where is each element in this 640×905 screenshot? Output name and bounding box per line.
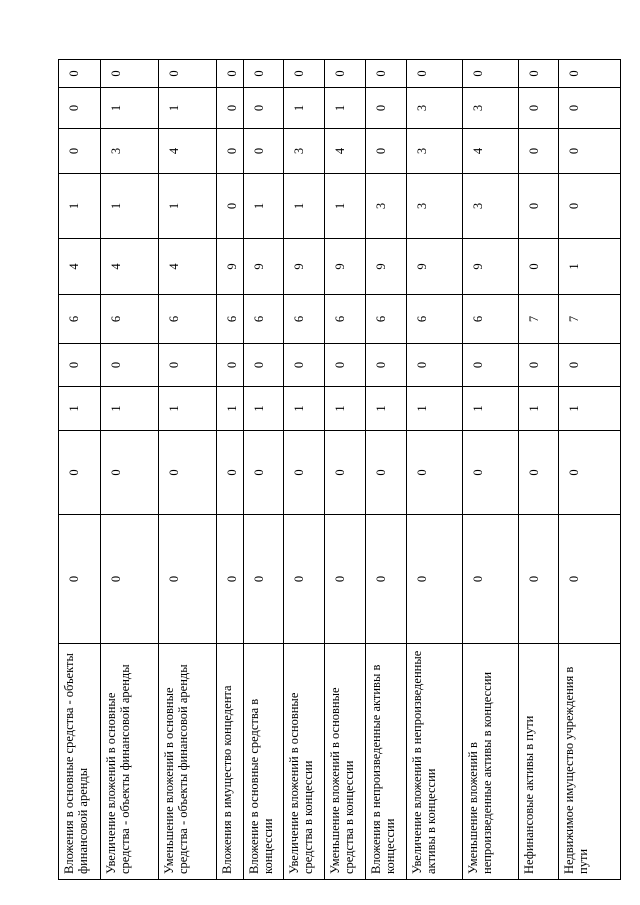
value-cell: 1 [101, 387, 159, 431]
value-cell: 0 [559, 431, 621, 515]
value-cell: 1 [407, 387, 463, 431]
value-cell: 1 [463, 387, 519, 431]
row-name-cell: Увеличение вложений в непроизведенные активы в концессии [407, 644, 463, 880]
value-cell: 4 [59, 239, 101, 295]
row-name-cell: Недвижимое имущество учреждения в пути [559, 644, 621, 880]
value-cell: 0 [519, 88, 559, 129]
value-cell: 6 [366, 295, 407, 344]
value-cell: 0 [217, 60, 244, 88]
value-cell: 0 [366, 431, 407, 515]
value-cell: 0 [217, 344, 244, 387]
value-cell: 0 [325, 515, 366, 644]
value-cell: 9 [463, 239, 519, 295]
value-cell: 0 [325, 431, 366, 515]
row-name-cell: Нефинансовые активы в пути [519, 644, 559, 880]
value-cell: 3 [366, 174, 407, 239]
value-cell: 0 [407, 431, 463, 515]
value-cell: 1 [101, 88, 159, 129]
value-cell: 1 [325, 88, 366, 129]
value-cell: 0 [366, 344, 407, 387]
value-cell: 3 [101, 129, 159, 174]
row-name-cell: Вложение в основные средства в концессии [244, 644, 284, 880]
value-cell: 1 [366, 387, 407, 431]
value-cell: 0 [519, 174, 559, 239]
value-cell: 1 [519, 387, 559, 431]
table-row [463, 60, 519, 880]
value-cell: 0 [217, 174, 244, 239]
table-row [217, 60, 244, 880]
value-cell: 1 [101, 174, 159, 239]
value-cell: 0 [519, 515, 559, 644]
value-cell: 6 [159, 295, 217, 344]
value-cell: 0 [244, 129, 284, 174]
value-cell: 0 [519, 344, 559, 387]
value-cell: 0 [519, 239, 559, 295]
value-cell: 0 [284, 515, 325, 644]
value-cell: 1 [325, 174, 366, 239]
value-cell: 1 [284, 387, 325, 431]
value-cell: 0 [159, 60, 217, 88]
value-cell: 1 [244, 387, 284, 431]
value-cell: 0 [59, 60, 101, 88]
value-cell: 3 [407, 174, 463, 239]
value-cell: 1 [559, 239, 621, 295]
value-cell: 1 [217, 387, 244, 431]
row-name-cell: Вложения в непроизведенные активы в концессии [366, 644, 407, 880]
value-cell: 6 [325, 295, 366, 344]
table-row [59, 60, 101, 880]
value-cell: 9 [325, 239, 366, 295]
value-cell: 1 [159, 387, 217, 431]
value-cell: 0 [244, 515, 284, 644]
value-cell: 0 [366, 88, 407, 129]
value-cell: 0 [59, 88, 101, 129]
row-name-cell: Вложения в основные средства - объекты финансовой аренды [59, 644, 101, 880]
value-cell: 3 [407, 88, 463, 129]
value-cell: 0 [366, 129, 407, 174]
value-cell: 0 [217, 515, 244, 644]
value-cell: 0 [559, 344, 621, 387]
value-cell: 1 [59, 387, 101, 431]
table-row [559, 60, 621, 880]
value-cell: 7 [559, 295, 621, 344]
value-cell: 0 [101, 344, 159, 387]
value-cell: 0 [284, 431, 325, 515]
value-cell: 6 [463, 295, 519, 344]
value-cell: 0 [519, 129, 559, 174]
value-cell: 0 [101, 60, 159, 88]
value-cell: 1 [59, 174, 101, 239]
table-body [59, 60, 621, 880]
row-name-cell: Увеличение вложений в основные средства - объекты финансовой аренды [101, 644, 159, 880]
value-cell: 3 [463, 88, 519, 129]
value-cell: 6 [244, 295, 284, 344]
value-cell: 0 [159, 431, 217, 515]
value-cell: 0 [407, 515, 463, 644]
row-name-cell: Вложения в имущество концедента [217, 644, 244, 880]
value-cell: 0 [244, 88, 284, 129]
value-cell: 1 [244, 174, 284, 239]
value-cell: 4 [325, 129, 366, 174]
value-cell: 0 [59, 344, 101, 387]
value-cell: 0 [559, 60, 621, 88]
value-cell: 1 [325, 387, 366, 431]
value-cell: 0 [101, 431, 159, 515]
value-cell: 1 [159, 88, 217, 129]
table-row [407, 60, 463, 880]
value-cell: 4 [159, 129, 217, 174]
value-cell: 0 [325, 344, 366, 387]
value-cell: 4 [463, 129, 519, 174]
table-row [284, 60, 325, 880]
value-cell: 0 [366, 515, 407, 644]
value-cell: 0 [559, 515, 621, 644]
value-cell: 6 [284, 295, 325, 344]
accounts-table [58, 59, 621, 880]
table-row [366, 60, 407, 880]
value-cell: 9 [284, 239, 325, 295]
value-cell: 0 [284, 344, 325, 387]
value-cell: 3 [463, 174, 519, 239]
row-name-cell: Увеличение вложений в основные средства в концессии [284, 644, 325, 880]
value-cell: 0 [325, 60, 366, 88]
value-cell: 0 [59, 129, 101, 174]
value-cell: 0 [244, 344, 284, 387]
value-cell: 6 [217, 295, 244, 344]
value-cell: 0 [101, 515, 159, 644]
value-cell: 3 [284, 129, 325, 174]
value-cell: 0 [407, 344, 463, 387]
value-cell: 3 [407, 129, 463, 174]
table-row [244, 60, 284, 880]
value-cell: 0 [217, 88, 244, 129]
value-cell: 9 [244, 239, 284, 295]
table-row [325, 60, 366, 880]
row-name-cell: Уменьшение вложений в основные средства - объекты финансовой аренды [159, 644, 217, 880]
value-cell: 9 [217, 239, 244, 295]
row-name-cell: Уменьшение вложений в основные средства в концессии [325, 644, 366, 880]
value-cell: 1 [284, 88, 325, 129]
value-cell: 6 [407, 295, 463, 344]
value-cell: 7 [519, 295, 559, 344]
value-cell: 6 [59, 295, 101, 344]
value-cell: 0 [463, 431, 519, 515]
value-cell: 0 [59, 515, 101, 644]
value-cell: 0 [559, 129, 621, 174]
value-cell: 0 [559, 88, 621, 129]
value-cell: 9 [407, 239, 463, 295]
value-cell: 0 [519, 431, 559, 515]
value-cell: 1 [284, 174, 325, 239]
value-cell: 0 [463, 60, 519, 88]
value-cell: 6 [101, 295, 159, 344]
value-cell: 9 [366, 239, 407, 295]
value-cell: 1 [559, 387, 621, 431]
value-cell: 0 [59, 431, 101, 515]
value-cell: 0 [159, 515, 217, 644]
value-cell: 0 [284, 60, 325, 88]
rotated-table-container [58, 60, 590, 880]
row-name-cell: Уменьшение вложений в непроизведенные активы в концессии [463, 644, 519, 880]
value-cell: 0 [159, 344, 217, 387]
value-cell: 0 [463, 515, 519, 644]
table-row [519, 60, 559, 880]
value-cell: 4 [101, 239, 159, 295]
value-cell: 0 [519, 60, 559, 88]
value-cell: 0 [217, 431, 244, 515]
value-cell: 0 [559, 174, 621, 239]
value-cell: 0 [244, 60, 284, 88]
value-cell: 0 [244, 431, 284, 515]
value-cell: 0 [366, 60, 407, 88]
table-row [101, 60, 159, 880]
value-cell: 1 [159, 174, 217, 239]
value-cell: 0 [217, 129, 244, 174]
value-cell: 4 [159, 239, 217, 295]
table-row [159, 60, 217, 880]
value-cell: 0 [407, 60, 463, 88]
value-cell: 0 [463, 344, 519, 387]
